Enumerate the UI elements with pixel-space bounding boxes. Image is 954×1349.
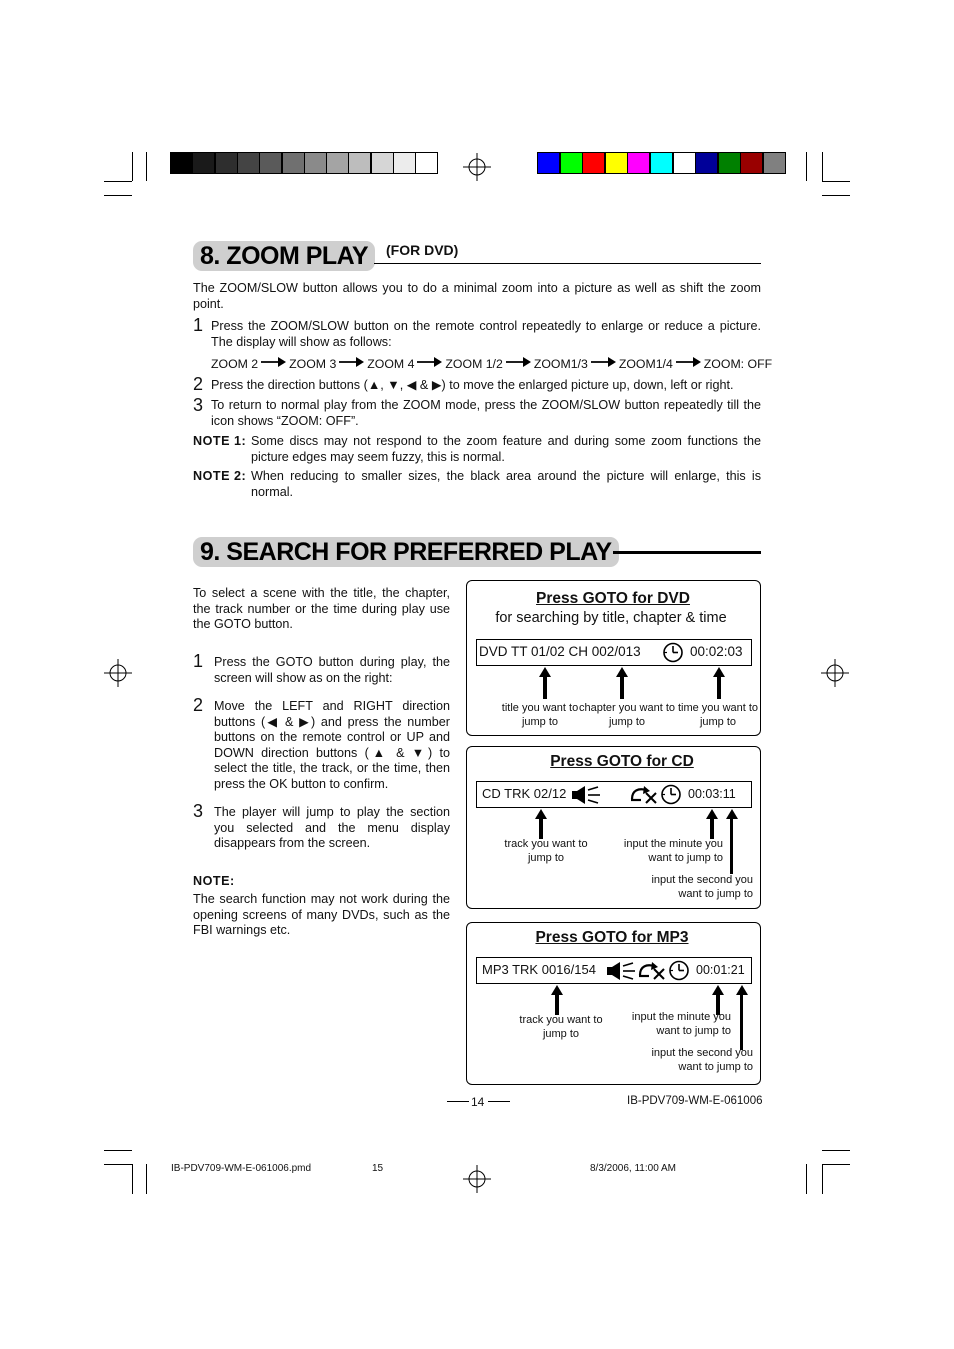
goto-dvd-caption-time: time you want to jump to: [677, 702, 759, 728]
zoom-step2-text: Press the direction buttons (▲, ▼, ◀ & ▶) to move the enlarged picture up, down, left or right.: [211, 378, 734, 392]
print-file-name: IB-PDV709-WM-E-061006.pmd: [171, 1163, 312, 1174]
color-swatch: [763, 152, 786, 174]
color-swatch: [718, 152, 741, 174]
right-arrow-icon: [503, 357, 534, 372]
clock-icon: [660, 784, 682, 805]
zoom-step3-number: 3: [193, 395, 204, 415]
right-arrow-icon: [588, 357, 619, 372]
repeat-cancel-icon: [629, 785, 657, 804]
clock-icon: [662, 642, 684, 663]
color-swatch: [695, 152, 718, 174]
gray-swatch: [192, 152, 215, 174]
zoom-step2-text-a: Press the direction buttons (: [211, 378, 368, 392]
color-swatch: [537, 152, 560, 174]
print-file-page: 15: [372, 1163, 384, 1174]
goto-mp3-caption-second: input the second you want to jump to: [651, 1047, 753, 1073]
zoom-note2-text: When reducing to smaller sizes, the black area around the picture will enlarge, this is normal.: [251, 469, 761, 499]
gray-swatch: [415, 152, 438, 174]
gray-swatch: [393, 152, 416, 174]
gray-swatch: [282, 152, 305, 174]
zoom-note2-label: NOTE 2:: [193, 469, 247, 483]
gray-swatch: [170, 152, 193, 174]
gray-swatch: [371, 152, 394, 174]
goto-cd-screen-text: CD TRK 02/12: [482, 786, 567, 801]
goto-dvd-subheading: for searching by title, chapter & time: [495, 610, 727, 626]
zoom-step1-number: 1: [193, 315, 204, 335]
goto-mp3-screen: [476, 957, 752, 984]
goto-dvd-caption-chapter: chapter you want to jump to: [578, 702, 675, 728]
right-arrow-icon: [336, 357, 367, 372]
search-step2-text-a: Move the LEFT and RIGHT direction buttons (: [214, 699, 450, 729]
up-arrow-icon: ▲: [368, 745, 389, 760]
right-arrow-icon: [673, 357, 704, 372]
goto-cd-screen-time: 00:03:11: [688, 787, 736, 801]
up-arrow-icon: ▲: [367, 378, 381, 392]
zoom-level-label: ZOOM 1/2: [445, 357, 503, 371]
zoom-note1-text: Some discs may not respond to the zoom feature and during some zoom functions the picture edges may seem fuzzy, this is normal.: [251, 434, 761, 464]
zoom-step1-text: Press the ZOOM/SLOW button on the remote control repeatedly to enlarge or reduce a picture. The display will show as follows:: [211, 319, 761, 349]
speaker-icon: [606, 962, 636, 980]
right-arrow-icon: ▶: [299, 714, 311, 729]
zoom-step3-text: To return to normal play from the ZOOM mode, press the ZOOM/SLOW button repeatedly till the icon shows “ZOOM: OFF”.: [211, 398, 761, 428]
color-swatch: [673, 152, 696, 174]
gray-swatch: [304, 152, 327, 174]
page-number-rule-right: [488, 1101, 510, 1102]
zoom-intro: The ZOOM/SLOW button allows you to do a minimal zoom into a picture as well as shift the zoom point.: [193, 281, 761, 311]
color-swatch: [582, 152, 605, 174]
repeat-cancel-icon: [637, 961, 665, 980]
gray-swatch: [237, 152, 260, 174]
page-number: 14: [471, 1095, 485, 1109]
color-swatch: [627, 152, 650, 174]
zoom-level-label: ZOOM1/4: [618, 357, 673, 371]
registration-mark-bottom: [463, 1165, 491, 1193]
search-step2-text: Move the LEFT and RIGHT direction buttons (◀ & ▶) and press the number buttons on the remote control or UP and DOWN direction buttons (▲ & ▼) to select the title, the track, or the time, then press the OK button to confirm.: [214, 699, 451, 791]
search-title-rule: [613, 551, 761, 554]
search-step3-text: The player will jump to play the section you selected and the menu display disappears from the screen.: [214, 805, 450, 850]
goto-cd-caption-second: input the second you want to jump to: [651, 874, 753, 900]
down-arrow-icon: ▼: [387, 378, 400, 392]
document-code: IB-PDV709-WM-E-061006: [627, 1095, 763, 1107]
right-arrow-icon: [414, 357, 445, 372]
goto-mp3-screen-text: MP3 TRK 0016/154: [482, 962, 596, 977]
goto-mp3-panel: [466, 922, 761, 1085]
down-arrow-icon: ▼: [411, 745, 429, 760]
color-swatch: [650, 152, 673, 174]
zoom-step2-text-b: ) to move the enlarged picture up, down, left or right.: [441, 378, 734, 392]
zoom-level-label: ZOOM 3: [289, 357, 337, 371]
search-step1-number: 1: [193, 651, 204, 671]
left-arrow-icon: ◀: [406, 378, 417, 392]
zoom-level-label: ZOOM: OFF: [703, 357, 773, 371]
goto-cd-heading: Press GOTO for CD: [550, 753, 694, 770]
zoom-level-label: ZOOM 2: [211, 357, 259, 371]
goto-dvd-caption-title: title you want to jump to: [501, 702, 579, 728]
goto-cd-caption-track: track you want to jump to: [504, 838, 588, 864]
page-number-rule-left: [447, 1101, 469, 1102]
speaker-icon: [571, 786, 601, 804]
zoom-note1-label: NOTE 1:: [193, 434, 247, 448]
gray-swatch: [215, 152, 238, 174]
right-arrow-icon: [258, 357, 289, 372]
search-note-text: The search function may not work during the opening screens of many DVDs, such as the FBI warnings etc.: [193, 892, 450, 937]
goto-dvd-pointer-arrows: [467, 665, 759, 705]
registration-mark-top: [463, 153, 491, 181]
goto-cd-panel: [466, 746, 761, 909]
registration-mark-left: [104, 659, 132, 687]
search-step2-number: 2: [193, 695, 204, 715]
zoom-title-rule: [374, 263, 761, 264]
gray-swatch: [326, 152, 349, 174]
color-swatch: [560, 152, 583, 174]
zoom-section-subtitle: (FOR DVD): [386, 242, 459, 258]
goto-dvd-screen-text: DVD TT 01/02 CH 002/013: [479, 644, 641, 659]
search-step3-number: 3: [193, 801, 204, 821]
color-swatch: [605, 152, 628, 174]
goto-dvd-screen: [476, 639, 752, 666]
goto-mp3-heading: Press GOTO for MP3: [535, 929, 689, 946]
clock-icon: [668, 960, 690, 981]
goto-dvd-heading: Press GOTO for DVD: [536, 590, 690, 607]
color-swatch: [740, 152, 763, 174]
search-step2-text-b: ) and press the number buttons on the remote control or UP and DOWN direction buttons (: [214, 714, 450, 760]
zoom-level-label: ZOOM1/3: [533, 357, 588, 371]
goto-mp3-screen-time: 00:01:21: [696, 963, 745, 977]
zoom-level-label: ZOOM 4: [367, 357, 415, 371]
search-step1-text: Press the GOTO button during play, the screen will show as on the right:: [214, 655, 450, 685]
zoom-step2-number: 2: [193, 374, 204, 394]
print-timestamp: 8/3/2006, 11:00 AM: [590, 1163, 676, 1174]
gray-swatch: [259, 152, 282, 174]
goto-mp3-caption-minute: input the minute you want to jump to: [631, 1011, 731, 1037]
gray-swatch: [348, 152, 371, 174]
right-arrow-icon: ▶: [431, 378, 442, 392]
search-section-title: 9. SEARCH FOR PREFERRED PLAY: [193, 537, 619, 567]
search-note-label: NOTE:: [193, 874, 235, 888]
registration-mark-right: [821, 659, 849, 687]
zoom-sequence: [211, 357, 772, 372]
goto-dvd-panel: [466, 580, 761, 736]
zoom-section-title: 8. ZOOM PLAY: [193, 241, 375, 271]
goto-cd-screen: [476, 781, 752, 808]
goto-dvd-screen-time: 00:02:03: [690, 644, 743, 659]
left-arrow-icon: ◀: [265, 714, 280, 729]
goto-mp3-caption-track: track you want to jump to: [519, 1014, 603, 1040]
search-step2-text-c: ) to select the title, the track, or the time, then press the OK button to confirm.: [214, 745, 451, 791]
search-intro: To select a scene with the title, the chapter, the track number or the time during play use the GOTO button.: [193, 586, 450, 631]
goto-cd-caption-minute: input the minute you want to jump to: [623, 838, 723, 864]
